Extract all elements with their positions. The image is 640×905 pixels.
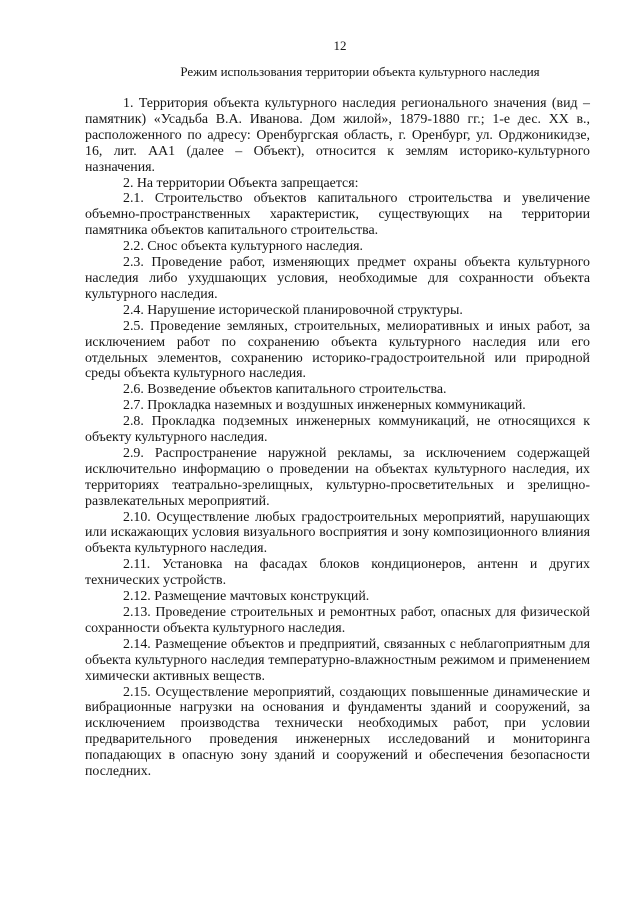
document-title: Режим использования территории объекта культурного наследия <box>180 64 540 79</box>
paragraph-2-10: 2.10. Осуществление любых градостроительных мероприятий, нарушающих или искажающих условия визуального восприятия и зону композиционного влияния объекта культурного наследия. <box>85 509 590 557</box>
paragraph-2-3: 2.3. Проведение работ, изменяющих предмет охраны объекта культурного наследия либо ухудшающих условия, необходимые для сохранности объекта культурного наследия. <box>85 255 590 302</box>
paragraph-prohibitions-intro: 2. На территории Объекта запрещается: <box>123 175 359 191</box>
paragraph-2-8: 2.8. Прокладка подземных инженерных коммуникаций, не относящихся к объекту культурного наследия. <box>85 414 590 446</box>
paragraph-2-9: 2.9. Распространение наружной рекламы, за исключением содержащей исключительно информацию о проведении на объектах культурного наследия, их территориях театрально-зрелищных, культурно-просветительных и зрелищно-развлекательных мероприятий. <box>85 445 590 509</box>
paragraph-territory: 1. Территория объекта культурного наследия регионального значения (вид – памятник) «Усадьба В.А. Иванова. Дом жилой», 1879-1880 гг.; 1-е дес. XX в., расположенного по адресу: Оренбургская область, г. Оренбург, ул. Орджоникидзе, 16, лит. AA1 (далее – Объект), относится к землям историко-культурного назначения. <box>85 96 590 175</box>
paragraph-2-11: 2.11. Установка на фасадах блоков кондиционеров, антенн и других технических устройств. <box>85 557 590 589</box>
paragraph-2-14: 2.14. Размещение объектов и предприятий, связанных с неблагоприятным для объекта культурного наследия температурно-влажностным режимом и применением химически активных веществ. <box>85 636 590 684</box>
page-number: 12 <box>333 38 347 53</box>
paragraph-2-7: 2.7. Прокладка наземных и воздушных инженерных коммуникаций. <box>123 398 526 414</box>
document-body <box>85 96 590 780</box>
paragraph-2-12: 2.12. Размещение мачтовых конструкций. <box>123 589 370 605</box>
paragraph-2-1: 2.1. Строительство объектов капитального строительства и увеличение объемно-пространственных характеристик, существующих на территории памятника объектов капитального строительства. <box>85 191 590 239</box>
paragraph-2-6: 2.6. Возведение объектов капитального строительства. <box>123 382 447 398</box>
paragraph-2-4: 2.4. Нарушение исторической планировочной структуры. <box>123 302 463 318</box>
paragraph-2-13: 2.13. Проведение строительных и ремонтных работ, опасных для физической сохранности объекта культурного наследия. <box>85 605 590 636</box>
paragraph-2-5: 2.5. Проведение земляных, строительных, мелиоративных и иных работ, за исключением работ по сохранению объекта культурного наследия или его отдельных элементов, сохранению историко-градостроительной или природной среды объекта культурного наследия. <box>85 318 590 382</box>
paragraph-2-15: 2.15. Осуществление мероприятий, создающих повышенные динамические и вибрационные нагрузки на основания и фундаменты зданий и сооружений, за исключением производства технически необходимых работ, при условии предварительного проведения инженерных исследований и мониторинга попадающих в опасную зону зданий и сооружений и обеспечения безопасности последних. <box>85 684 590 780</box>
paragraph-2-2: 2.2. Снос объекта культурного наследия. <box>123 239 363 255</box>
